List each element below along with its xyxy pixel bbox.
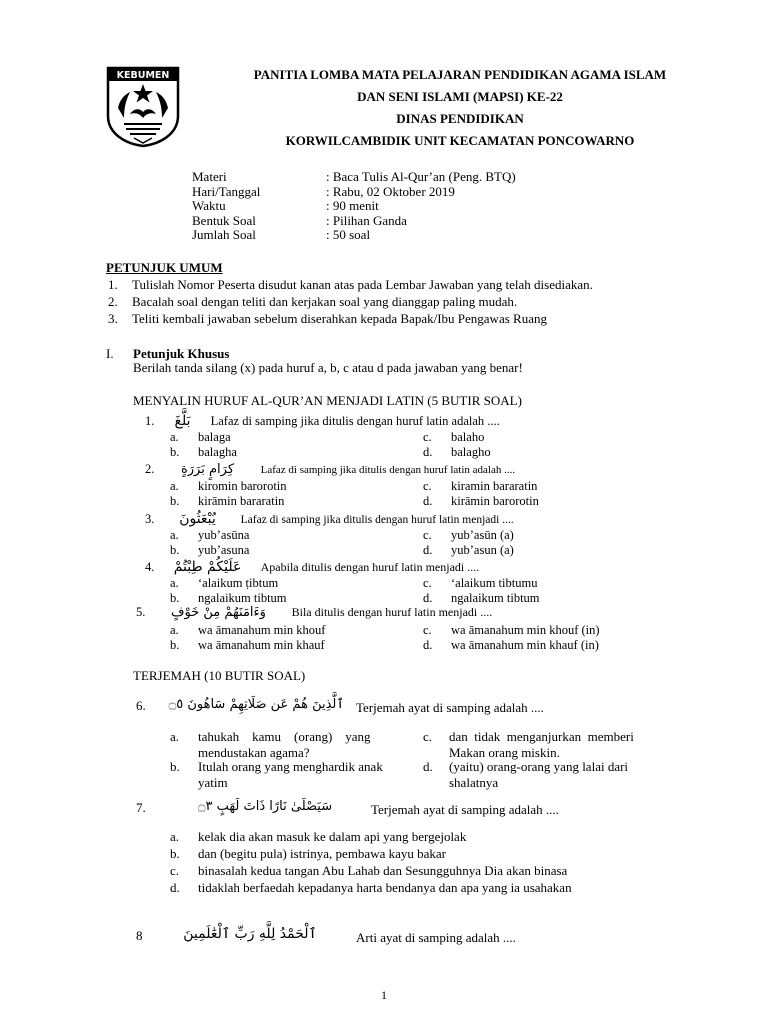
- option-text-line: yatim: [198, 775, 228, 790]
- question-text: Lafaz di samping jika ditulis dengan huruf latin adalah ....: [210, 414, 500, 428]
- question-1: [145, 413, 500, 429]
- option-b[interactable]: [170, 543, 249, 558]
- info-value: : Pilihan Ganda: [326, 212, 407, 228]
- arabic-text: كِرَامٍ بَرَرَةٍ: [180, 462, 235, 477]
- arabic-text: بَلَّغَ: [174, 413, 191, 429]
- header-line-1: PANITIA LOMBA MATA PELAJARAN PENDIDIKAN AGAMA ISLAM: [253, 67, 667, 82]
- option-letter: b.: [170, 846, 180, 861]
- option-c[interactable]: [170, 863, 567, 879]
- question-text: Bila ditulis dengan huruf latin menjadi ....: [291, 605, 493, 619]
- list-item: [108, 276, 593, 293]
- option-letter: d.: [423, 638, 433, 652]
- question-7-number: 7.: [136, 800, 146, 815]
- special-instructions-number: I.: [106, 346, 114, 361]
- option-letter: c.: [423, 430, 432, 444]
- header-line-4: KORWILCAMBIDIK UNIT KECAMATAN PONCOWARNO: [285, 133, 635, 148]
- option-letter: d.: [423, 591, 433, 605]
- arabic-text: يُبْعَثُونَ: [179, 511, 216, 527]
- question-number: 1.: [145, 414, 155, 428]
- option-letter: c.: [423, 623, 432, 637]
- option-d[interactable]: [423, 445, 491, 460]
- option-c[interactable]: [423, 576, 537, 591]
- option-text: [198, 759, 383, 791]
- document-header: [190, 64, 730, 152]
- arabic-text: وَءَامَنَهُمْ مِنْ خَوْفٍ: [171, 605, 266, 620]
- item-number: 2.: [108, 294, 118, 309]
- option-text-line: shalatnya: [449, 775, 499, 790]
- option-letter: c.: [423, 528, 432, 542]
- option-letter: b.: [170, 591, 180, 605]
- option-text: [449, 729, 634, 761]
- option-text: ngalaikum tibtum: [198, 591, 287, 605]
- option-a[interactable]: [170, 576, 278, 591]
- option-a[interactable]: [170, 479, 287, 494]
- info-value: : Rabu, 02 Oktober 2019: [326, 183, 455, 199]
- option-d[interactable]: [423, 494, 539, 509]
- special-instructions-title: Petunjuk Khusus: [133, 346, 230, 361]
- logo-banner: KEBUMEN: [116, 70, 170, 81]
- option-d[interactable]: [423, 543, 514, 558]
- option-letter: d.: [423, 759, 433, 774]
- option-c[interactable]: [423, 623, 600, 638]
- option-text: balagho: [451, 445, 491, 459]
- question-number: 4.: [145, 560, 155, 574]
- option-text: balaho: [451, 430, 485, 444]
- option-d[interactable]: [423, 638, 599, 653]
- option-letter: d.: [170, 880, 180, 895]
- option-a[interactable]: [170, 729, 371, 761]
- option-text: kirāmin barorotin: [451, 494, 539, 508]
- option-c[interactable]: [423, 430, 484, 445]
- question-6-text: Terjemah ayat di samping adalah ....: [356, 700, 544, 715]
- option-c[interactable]: [423, 528, 514, 543]
- info-key: Bentuk Soal: [192, 212, 256, 228]
- option-letter: a.: [170, 528, 179, 542]
- option-letter: b.: [170, 759, 180, 774]
- option-text: ‘alaikum tibtumu: [451, 576, 538, 590]
- option-text-line: mendustakan agama?: [198, 745, 310, 760]
- question-7-text: Terjemah ayat di samping adalah ....: [371, 802, 559, 817]
- option-letter: d.: [423, 445, 433, 459]
- option-letter: a.: [170, 576, 179, 590]
- option-text: dan (begitu pula) istrinya, pembawa kayu bakar: [198, 846, 446, 861]
- info-key: Hari/Tanggal: [192, 183, 261, 199]
- option-letter: c.: [423, 576, 432, 590]
- info-value: : Baca Tulis Al-Qur’an (Peng. BTQ): [326, 169, 516, 184]
- header-line-3: DINAS PENDIDIKAN: [396, 111, 524, 126]
- option-text: wa āmanahum min khauf (in): [451, 638, 599, 652]
- option-letter: c.: [170, 863, 180, 878]
- info-row: [192, 214, 516, 229]
- option-letter: a.: [170, 623, 179, 637]
- option-text: yub’asūna: [198, 528, 250, 542]
- option-text: tidaklah berfaedah kepadanya harta bendanya dan apa yang ia usahakan: [198, 880, 572, 895]
- item-number: 3.: [108, 311, 118, 326]
- question-5: [136, 605, 492, 620]
- question-text: Apabila ditulis dengan huruf latin menjadi ....: [260, 560, 480, 574]
- option-text: wa āmanahum min khouf (in): [451, 623, 600, 637]
- option-d[interactable]: [170, 880, 572, 896]
- info-row: [192, 170, 516, 185]
- option-text: balaga: [198, 430, 231, 444]
- question-2: [145, 462, 515, 477]
- question-8-text: Arti ayat di samping adalah ....: [356, 930, 516, 945]
- option-letter: b.: [170, 494, 180, 508]
- option-b[interactable]: [170, 445, 237, 460]
- option-letter: d.: [423, 494, 433, 508]
- option-letter: a.: [170, 729, 180, 744]
- info-row: [192, 199, 516, 214]
- section-title-translation: TERJEMAH (10 BUTIR SOAL): [133, 668, 306, 683]
- special-instructions-text: Berilah tanda silang (x) pada huruf a, b, c atau d pada jawaban yang benar!: [133, 360, 523, 375]
- option-letter: a.: [170, 479, 179, 493]
- kebumen-emblem-logo: [104, 64, 182, 148]
- info-row: [192, 228, 516, 243]
- question-3: [145, 511, 514, 527]
- option-text: yub’asuna: [198, 543, 250, 557]
- option-letter: c.: [423, 729, 433, 744]
- question-number: 3.: [145, 512, 155, 526]
- option-text: kiramin bararatin: [451, 479, 538, 493]
- option-b[interactable]: [170, 591, 287, 606]
- info-key: Materi: [192, 169, 227, 184]
- question-8-number: 8: [136, 928, 143, 943]
- option-d[interactable]: [423, 759, 628, 791]
- option-text: yub’asun (a): [451, 543, 514, 557]
- option-text: kiromin barorotin: [198, 479, 287, 493]
- item-number: 1.: [108, 277, 118, 292]
- option-text-line: tahukah kamu (orang) yang: [198, 729, 371, 744]
- option-text-line: Makan orang miskin.: [449, 745, 560, 760]
- arabic-text: عَلَيْكُمْ طِبْتُمْ: [173, 559, 242, 575]
- option-d[interactable]: [423, 591, 540, 606]
- option-a[interactable]: [170, 829, 466, 845]
- option-letter: b.: [170, 543, 180, 557]
- exam-info: [192, 170, 516, 243]
- option-a[interactable]: [170, 430, 231, 445]
- option-b[interactable]: [170, 638, 325, 653]
- option-a[interactable]: [170, 623, 325, 638]
- arabic-text: ٱلَّذِينَ هُمْ عَن صَلَاتِهِمْ سَاهُونَ ۝٥: [168, 697, 344, 712]
- option-text-line: (yaitu) orang-orang yang lalai dari: [449, 759, 629, 774]
- option-c[interactable]: [423, 479, 537, 494]
- info-key: Jumlah Soal: [192, 227, 256, 242]
- option-text: ‘alaikum ṭibtum: [198, 576, 279, 590]
- arabic-text: سَيَصْلَىٰ نَارًا ذَاتَ لَهَبٍ ۝٣: [197, 799, 333, 814]
- option-b[interactable]: [170, 846, 446, 862]
- info-value: : 50 soal: [326, 227, 371, 242]
- option-a[interactable]: [170, 528, 249, 543]
- list-item: [108, 293, 593, 310]
- option-letter: d.: [423, 543, 433, 557]
- option-c[interactable]: [423, 729, 634, 761]
- option-letter: a.: [170, 829, 180, 844]
- option-letter: c.: [423, 479, 432, 493]
- option-text: wa āmanahum min khauf: [198, 638, 325, 652]
- info-row: [192, 185, 516, 200]
- question-number: 5.: [136, 605, 146, 619]
- option-text: binasalah kedua tangan Abu Lahab dan Sesungguhnya Dia akan binasa: [198, 863, 568, 878]
- question-number: 2.: [145, 462, 155, 476]
- question-text: Lafaz di samping jika ditulis dengan huruf latin menjadi ....: [240, 514, 514, 526]
- general-instructions-title: PETUNJUK UMUM: [106, 260, 223, 275]
- item-text: Tulislah Nomor Peserta disudut kanan atas pada Lembar Jawaban yang telah disediakan.: [132, 277, 593, 292]
- option-b[interactable]: [170, 494, 284, 509]
- option-letter: b.: [170, 445, 180, 459]
- section-title-transliteration: MENYALIN HURUF AL-QUR’AN MENJADI LATIN (5 BUTIR SOAL): [133, 393, 522, 408]
- header-line-2: DAN SENI ISLAMI (MAPSI) KE-22: [357, 89, 563, 104]
- option-text-line: Itulah orang yang menghardik anak: [198, 759, 383, 774]
- option-text: balagha: [198, 445, 237, 459]
- info-key: Waktu: [192, 198, 226, 213]
- option-b[interactable]: [170, 759, 383, 791]
- option-text: wa āmanahum min khouf: [198, 623, 326, 637]
- option-text: [198, 729, 371, 761]
- info-value: : 90 menit: [326, 198, 379, 213]
- question-6-number: 6.: [136, 698, 146, 713]
- question-text: Lafaz di samping jika ditulis dengan huruf latin adalah ....: [260, 464, 516, 476]
- page-number: 1: [381, 988, 387, 1002]
- item-text: Teliti kembali jawaban sebelum diserahkan kepada Bapak/Ibu Pengawas Ruang: [132, 311, 547, 326]
- option-letter: b.: [170, 638, 180, 652]
- option-text-line: dan tidak menganjurkan memberi: [449, 729, 634, 744]
- option-letter: a.: [170, 430, 179, 444]
- option-text: kelak dia akan masuk ke dalam api yang bergejolak: [198, 829, 467, 844]
- option-text: kirāmin bararatin: [198, 494, 285, 508]
- option-text: yub’asūn (a): [451, 528, 514, 542]
- option-text: ngalaikum tibtum: [451, 591, 540, 605]
- general-instructions-list: [108, 276, 593, 327]
- question-4: [145, 559, 479, 575]
- item-text: Bacalah soal dengan teliti dan kerjakan soal yang dianggap paling mudah.: [132, 294, 518, 309]
- arabic-text: ٱلْحَمْدُ لِلَّهِ رَبِّ ٱلْعَٰلَمِينَ: [183, 926, 317, 942]
- option-text: [449, 759, 628, 791]
- list-item: [108, 310, 593, 327]
